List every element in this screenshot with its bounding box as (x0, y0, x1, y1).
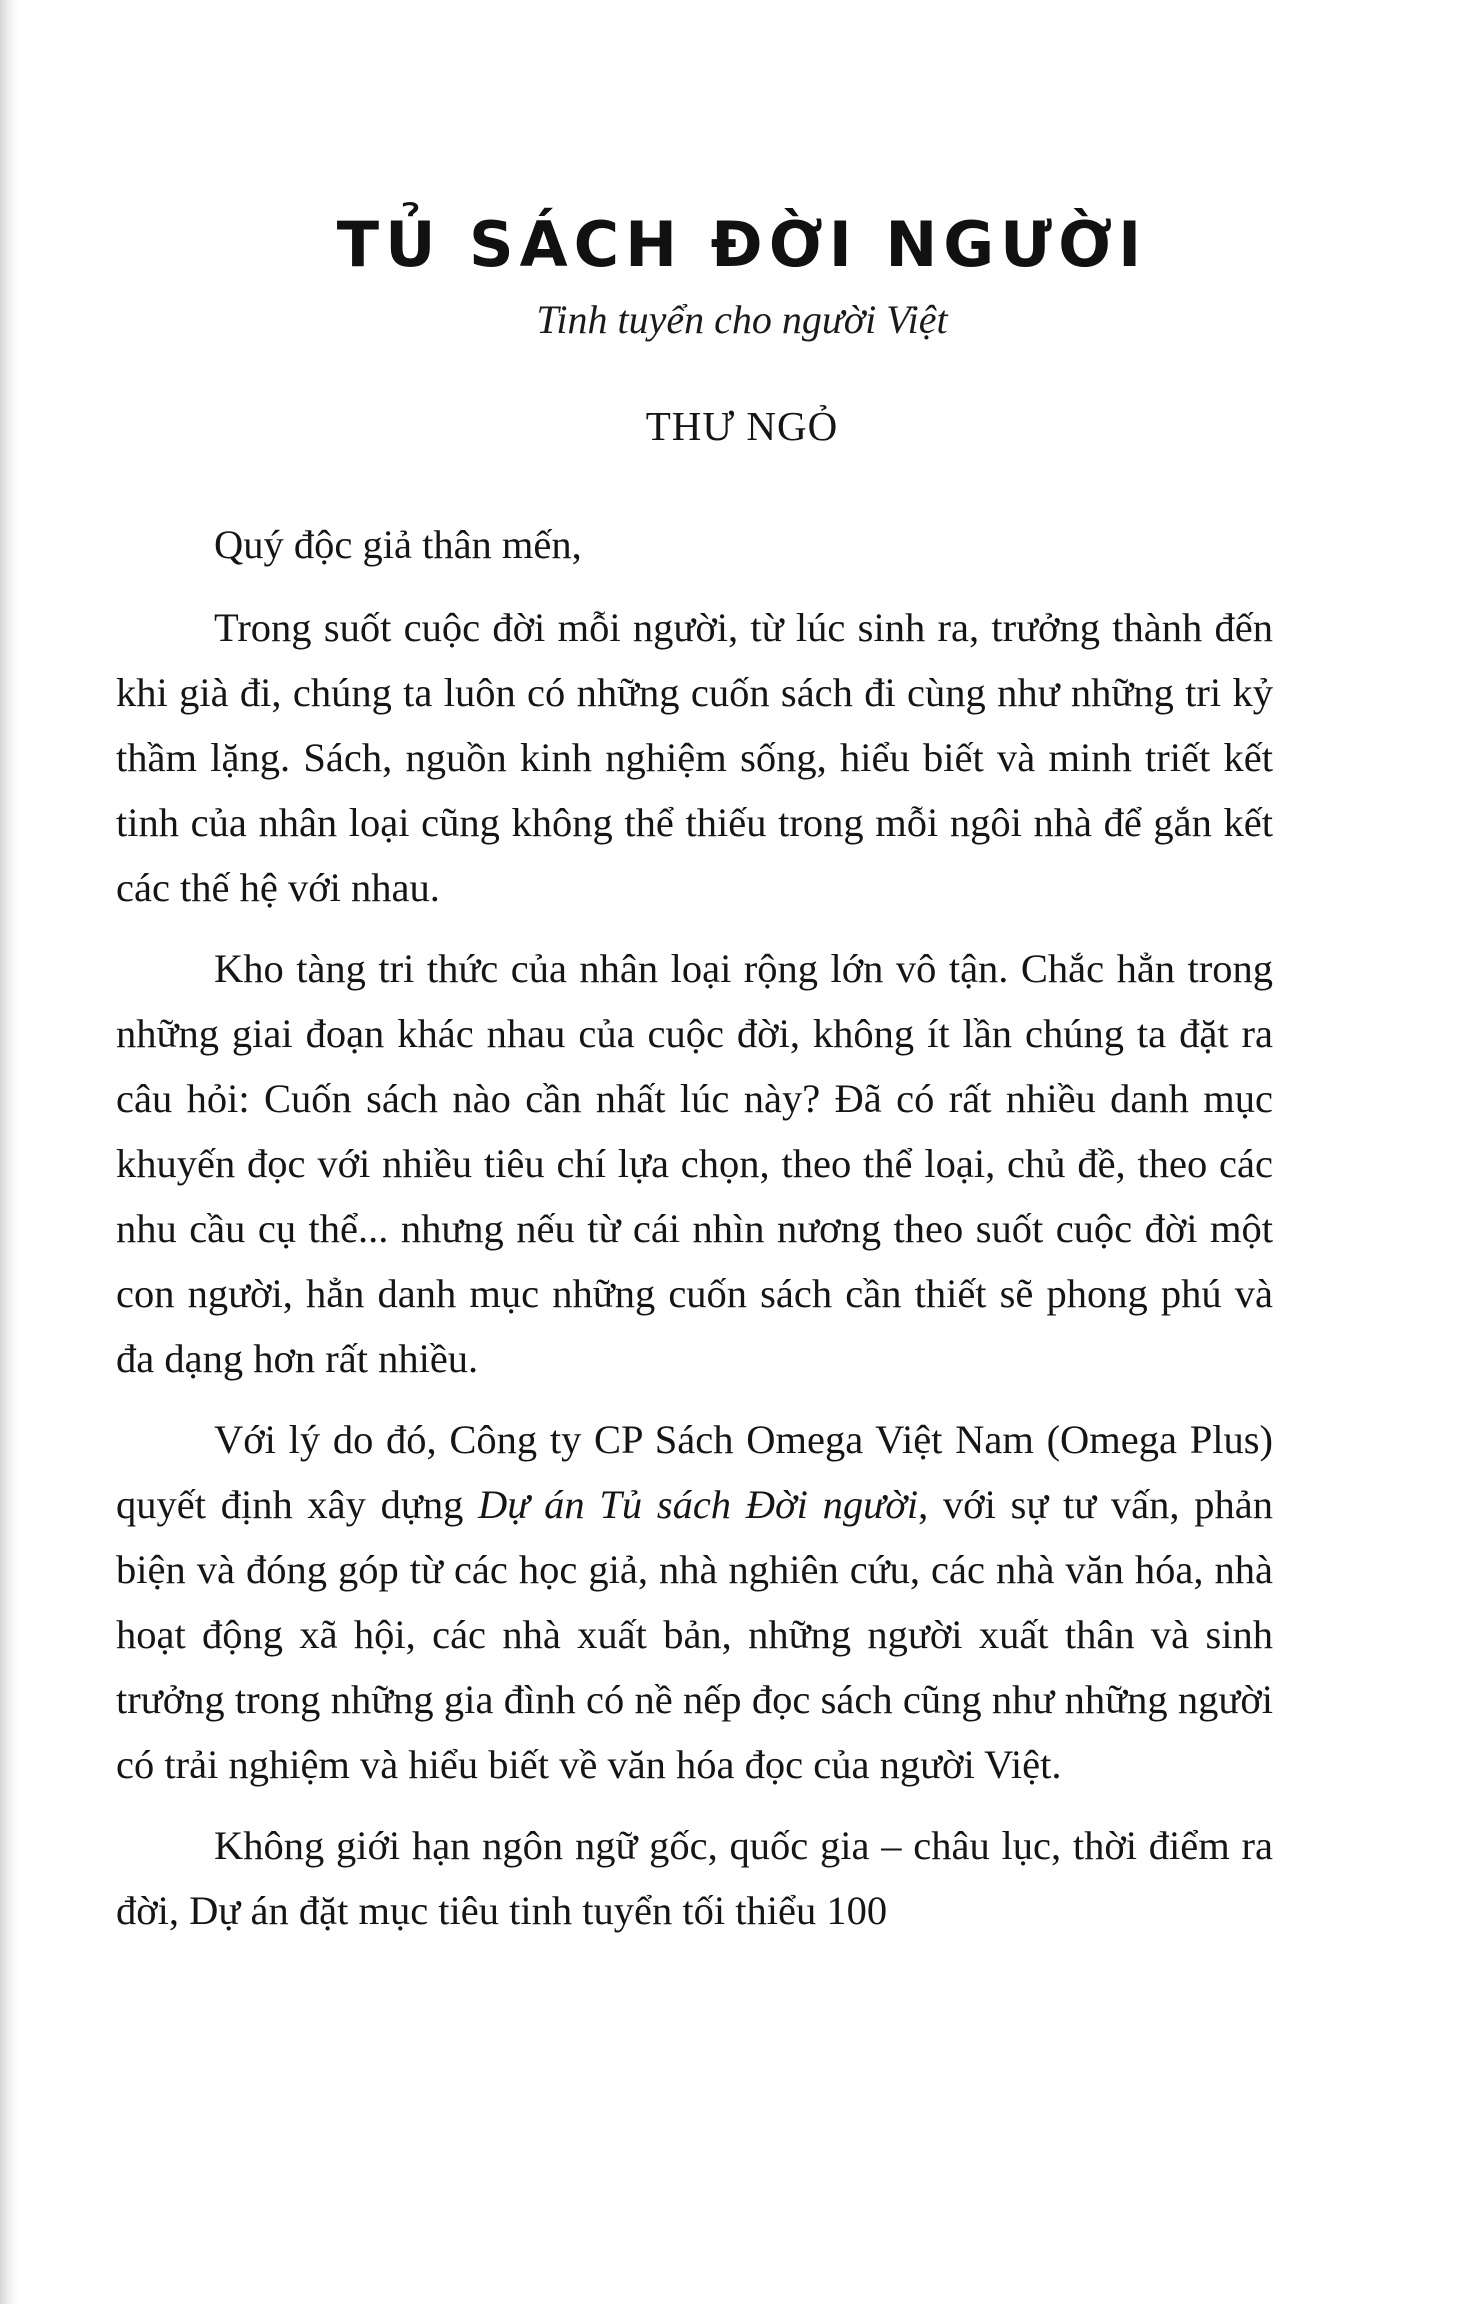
letter-body (116, 512, 1273, 1943)
greeting: Quý độc giả thân mến, (214, 522, 582, 567)
page-title: TỦ SÁCH ĐỜI NGƯỜI (336, 208, 1148, 281)
paragraph-3-text-start: Với lý do đó, Công ty CP Sách Omega Việt Nam (Omega Plus) quyết định xây dựng (116, 1417, 1273, 1527)
section-heading: THƯ NGỎ (645, 403, 839, 449)
paragraph-2: Kho tàng tri thức của nhân loại rộng lớn vô tận. Chắc hẳn trong những giai đoạn khác nhau của cuộc đời, không ít lần chúng ta đặt ra câu hỏi: Cuốn sách nào cần nhất lúc này? Đã có rất nhiều danh mục khuyến đọc với nhiều tiêu chí lựa chọn, theo thể loại, chủ đề, theo các nhu cầu cụ thể... nhưng nếu từ cái nhìn nương theo suốt cuộc đời một con người, hẳn danh mục những cuốn sách cần thiết sẽ phong phú và đa dạng hơn rất nhiều. (116, 946, 1273, 1381)
paragraph-3-text-end: , với sự tư vấn, phản biện và đóng góp từ các học giả, nhà nghiên cứu, các nhà văn hóa, nhà hoạt động xã hội, các nhà xuất bản, những người xuất thân và sinh trưởng trong những gia đình có nề nếp đọc sách cũng như những người có trải nghiệm và hiểu biết về văn hóa đọc của người Việt. (116, 1482, 1273, 1787)
paragraph-1: Trong suốt cuộc đời mỗi người, từ lúc sinh ra, trưởng thành đến khi già đi, chúng ta luôn có những cuốn sách đi cùng như những tri kỷ thầm lặng. Sách, nguồn kinh nghiệm sống, hiểu biết và minh triết kết tinh của nhân loại cũng không thể thiếu trong mỗi ngôi nhà để gắn kết các thế hệ với nhau. (116, 605, 1273, 910)
paragraph-3 (116, 1407, 1273, 1797)
page-edge-shadow (0, 0, 18, 2304)
paragraph-4: Không giới hạn ngôn ngữ gốc, quốc gia – châu lục, thời điểm ra đời, Dự án đặt mục tiêu tinh tuyển tối thiểu 100 (116, 1823, 1273, 1933)
page-subtitle: Tinh tuyển cho người Việt (536, 297, 948, 342)
project-name-italic: Dự án Tủ sách Đời người (478, 1482, 919, 1527)
